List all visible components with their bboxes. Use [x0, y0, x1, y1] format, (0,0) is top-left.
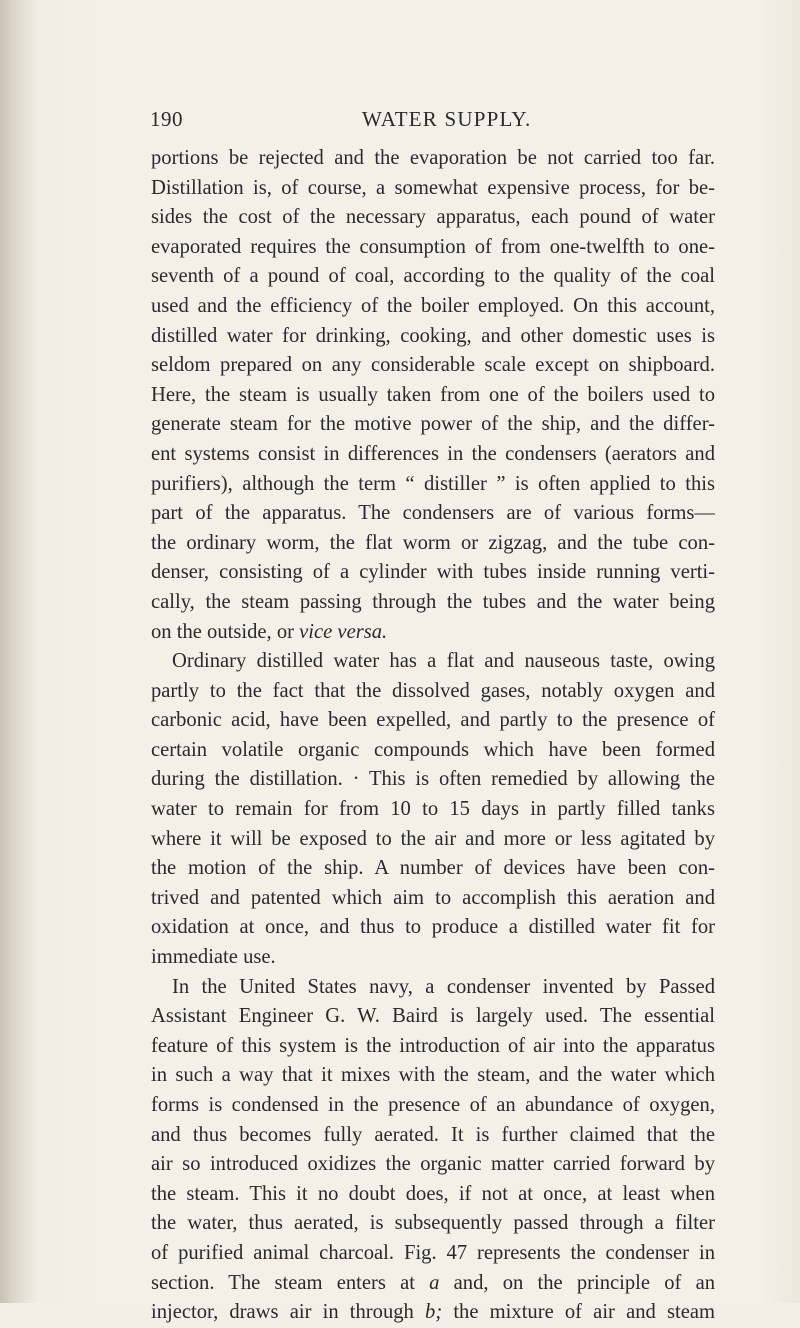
body-text: [151, 144, 715, 1328]
text-line: feature of this system is the introduction of air into the apparatus: [151, 1034, 715, 1057]
text-line: seldom prepared on any considerable scale except on shipboard.: [151, 354, 715, 377]
text-line: Distillation is, of course, a somewhat expensive process, for be-: [151, 176, 715, 199]
text-line: of purified animal charcoal. Fig. 47 represents the condenser in: [151, 1241, 715, 1264]
text-line: injector, draws air in through b; the mixture of air and steam: [151, 1301, 715, 1324]
text-line: In the United States navy, a condenser invented by Passed: [172, 975, 715, 998]
text-line: purifiers), although the term “ distiller ” is often applied to this: [151, 472, 715, 495]
running-title: WATER SUPPLY.: [362, 107, 532, 131]
text-line: denser, consisting of a cylinder with tubes inside running verti-: [151, 561, 715, 584]
text-line: used and the efficiency of the boiler employed. On this account,: [151, 294, 715, 317]
text-line: certain volatile organic compounds which have been formed: [151, 738, 715, 761]
text-line: where it will be exposed to the air and more or less agitated by: [151, 827, 715, 850]
text-line: ent systems consist in differences in the condensers (aerators and: [151, 442, 715, 465]
text-line: the steam. This it no doubt does, if not at once, at least when: [151, 1182, 715, 1205]
text-line: and thus becomes fully aerated. It is further claimed that the: [151, 1123, 715, 1146]
text-line: water to remain for from 10 to 15 days in partly filled tanks: [151, 798, 715, 821]
text-line: on the outside, or vice versa.: [151, 620, 388, 643]
text-line: Assistant Engineer G. W. Baird is largely used. The essential: [151, 1005, 715, 1028]
text-line: trived and patented which aim to accomplish this aeration and: [151, 886, 715, 909]
text-line: forms is condensed in the presence of an abundance of oxygen,: [151, 1094, 715, 1116]
text-line: Here, the steam is usually taken from one of the boilers used to: [151, 383, 715, 406]
text-line: generate steam for the motive power of the ship, and the differ-: [151, 413, 715, 436]
text-line: cally, the steam passing through the tubes and the water being: [151, 590, 715, 613]
text-line: immediate use.: [151, 946, 276, 969]
text-line: oxidation at once, and thus to produce a distilled water fit for: [151, 916, 715, 939]
text-line: portions be rejected and the evaporation be not carried too far.: [151, 147, 715, 169]
text-line: seventh of a pound of coal, according to the quality of the coal: [151, 265, 715, 288]
text-line: partly to the fact that the dissolved gases, notably oxygen and: [151, 679, 715, 702]
text-line: part of the apparatus. The condensers are of various forms—: [151, 502, 715, 525]
text-line: the ordinary worm, the flat worm or zigzag, and the tube con-: [151, 531, 715, 554]
text-line: the water, thus aerated, is subsequently passed through a filter: [151, 1212, 715, 1235]
text-line: Ordinary distilled water has a flat and nauseous taste, owing: [172, 650, 715, 673]
text-line: distilled water for drinking, cooking, and other domestic uses is: [151, 324, 715, 347]
text-line: the motion of the ship. A number of devices have been con-: [151, 857, 715, 880]
text-line: evaporated requires the consumption of from one-twelfth to one-: [151, 235, 715, 258]
text-line: section. The steam enters at a and, on the principle of an: [151, 1271, 715, 1294]
running-head: [150, 107, 720, 137]
page-number: 190: [150, 107, 183, 131]
text-line: air so introduced oxidizes the organic matter carried forward by: [151, 1153, 715, 1176]
binding-gutter: [0, 0, 38, 1303]
text-line: in such a way that it mixes with the steam, and the water which: [151, 1064, 715, 1087]
text-line: sides the cost of the necessary apparatus, each pound of water: [151, 206, 715, 229]
text-line: carbonic acid, have been expelled, and partly to the presence of: [151, 709, 715, 732]
text-line: during the distillation. · This is often remedied by allowing the: [151, 768, 715, 791]
